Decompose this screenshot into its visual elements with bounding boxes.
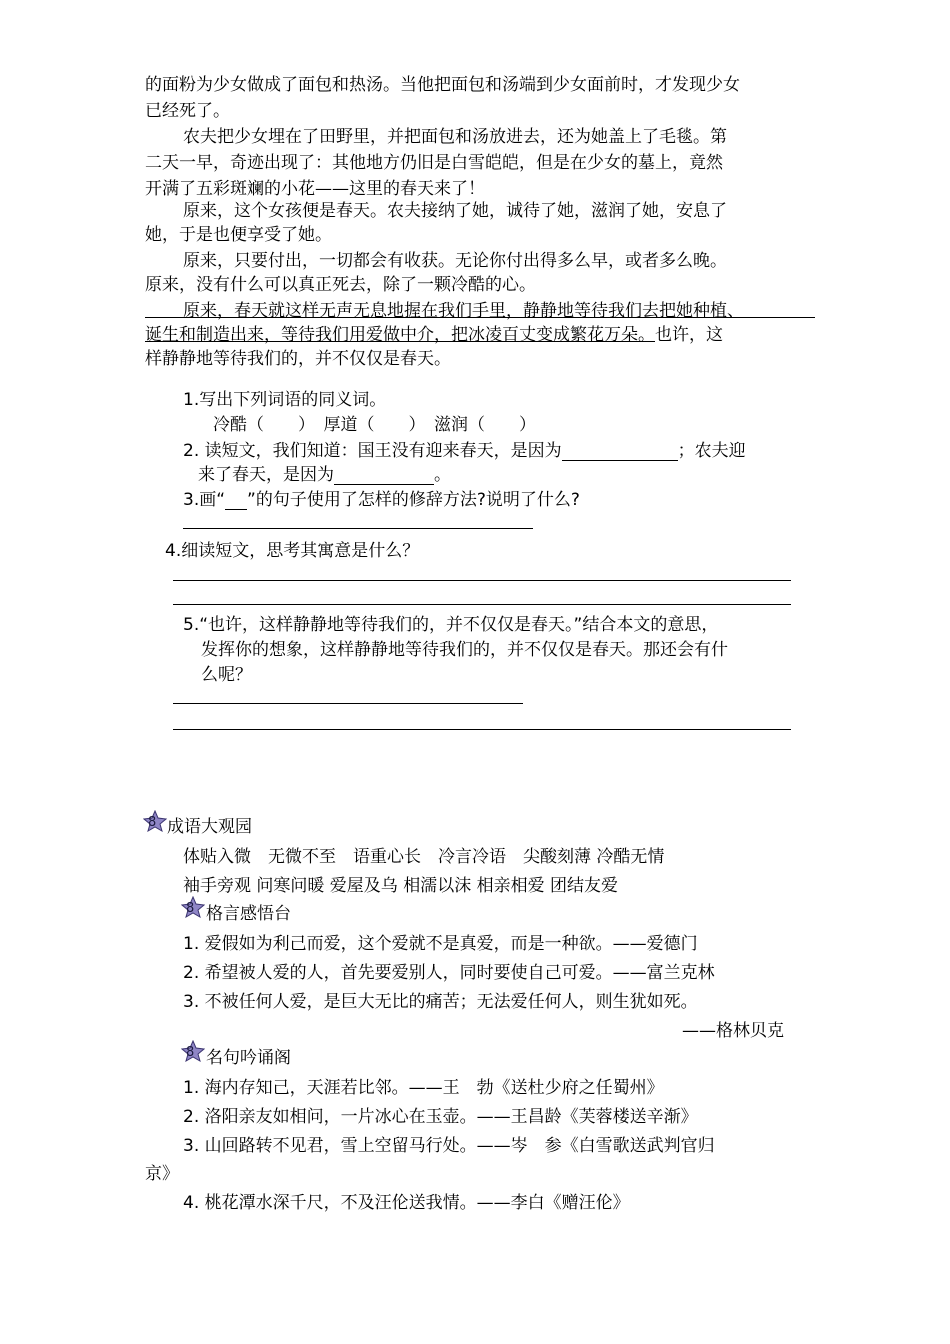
answer-line[interactable]	[173, 604, 791, 605]
poem-item: 4. 桃花潭水深千尺，不及汪伦送我情。——李白《赠汪伦》	[183, 1193, 630, 1213]
passage-line: 样静静地等待我们的，并不仅仅是春天。	[145, 349, 451, 369]
question-3	[183, 485, 580, 510]
question-5: 么呢？	[201, 665, 252, 685]
question-4: 4.细读短文，思考其寓意是什么？	[165, 541, 420, 561]
question-3-text: 3.画“	[183, 490, 226, 510]
question-3-text: ”的句子使用了怎样的修辞方法?说明了什么?	[247, 490, 580, 510]
star-icon	[143, 810, 167, 832]
underline-rule	[145, 317, 815, 318]
question-2-text: 2. 读短文，我们知道：国王没有迎来春天，是因为	[183, 441, 562, 461]
star-icon	[181, 896, 205, 918]
passage-line: 她，于是也便享受了她。	[145, 225, 332, 245]
svg-text:8: 8	[148, 815, 157, 830]
underlined-sentence: 原来，春天就这样无声无息地握在我们手里，静静地等待我们去把她种植、	[183, 301, 744, 321]
passage-line: 原来，这个女孩便是春天。农夫接纳了她，诚待了她，滋润了她，安息了	[183, 201, 727, 221]
passage-line	[145, 322, 723, 348]
poem-item: 1. 海内存知己，天涯若比邻。——王 勃《送杜少府之任蜀州》	[183, 1078, 664, 1098]
star-icon	[181, 1040, 205, 1062]
section-title-maxims: 格言感悟台	[206, 904, 291, 924]
svg-text:8: 8	[186, 901, 195, 916]
underlined-sentence: 诞生和制造出来，等待我们用爱做中介，把冰凌百丈变成繁花万朵。	[145, 325, 655, 345]
question-2-cont	[198, 460, 451, 485]
maxim-author: ——格林贝克	[682, 1021, 784, 1041]
section-title-idioms: 成语大观园	[167, 817, 252, 837]
idiom-row: 体贴入微 无微不至 语重心长 冷言冷语 尖酸刻薄 冷酷无情	[183, 847, 665, 867]
passage-line: 农夫把少女埋在了田野里，并把面包和汤放进去，还为她盖上了毛毯。第	[183, 127, 727, 147]
passage-text: 也许，这	[655, 325, 723, 345]
answer-line[interactable]	[183, 528, 533, 529]
maxim-item: 3. 不被任何人爱，是巨大无比的痛苦；无法爱任何人，则生犹如死。	[183, 992, 698, 1012]
idiom-row: 袖手旁观 问寒问暖 爱屋及乌 相濡以沫 相亲相爱 团结友爱	[183, 876, 619, 896]
underline-sample	[225, 491, 247, 510]
passage-line: 原来，没有什么可以真正死去，除了一颗冷酷的心。	[145, 275, 536, 295]
question-2	[183, 436, 746, 461]
poem-item-cont: 京》	[145, 1164, 179, 1184]
question-2-text: ；农夫迎	[677, 441, 746, 461]
maxim-item: 2. 希望被人爱的人，首先要爱别人，同时要使自己可爱。——富兰克林	[183, 963, 715, 983]
question-1: 1.写出下列词语的同义词。	[183, 390, 387, 410]
answer-line[interactable]	[173, 729, 791, 730]
passage-line: 已经死了。	[145, 101, 230, 121]
passage-line: 开满了五彩斑斓的小花——这里的春天来了！	[145, 179, 485, 199]
question-1-words: 冷酷（ ） 厚道（ ） 滋润（ ）	[213, 415, 536, 435]
section-title-poems: 名句吟诵阁	[206, 1048, 291, 1068]
answer-line[interactable]	[173, 703, 523, 704]
question-2-text: 。	[434, 465, 451, 485]
passage-line: 二天一早，奇迹出现了：其他地方仍旧是白雪皑皑，但是在少女的墓上，竟然	[145, 153, 723, 173]
maxim-item: 1. 爱假如为利己而爱，这个爱就不是真爱，而是一种欲。——爱德门	[183, 934, 698, 954]
passage-line: 原来，只要付出，一切都会有收获。无论你付出得多么早，或者多么晚。	[183, 251, 727, 271]
question-5: 发挥你的想象，这样静静地等待我们的，并不仅仅是春天。那还会有什	[201, 640, 728, 660]
answer-blank[interactable]	[562, 442, 678, 461]
poem-item: 2. 洛阳亲友如相问，一片冰心在玉壶。——王昌龄《芙蓉楼送辛渐》	[183, 1107, 698, 1127]
question-2-text: 来了春天，是因为	[198, 465, 334, 485]
passage-line: 的面粉为少女做成了面包和热汤。当他把面包和汤端到少女面前时，才发现少女	[145, 75, 740, 95]
question-5: 5.“也许，这样静静地等待我们的，并不仅仅是春天。”结合本文的意思，	[183, 615, 719, 635]
poem-item: 3. 山回路转不见君，雪上空留马行处。——岑 参《白雪歌送武判官归	[183, 1136, 715, 1156]
answer-line[interactable]	[173, 580, 791, 581]
svg-text:8: 8	[186, 1045, 195, 1060]
answer-blank[interactable]	[334, 466, 434, 485]
